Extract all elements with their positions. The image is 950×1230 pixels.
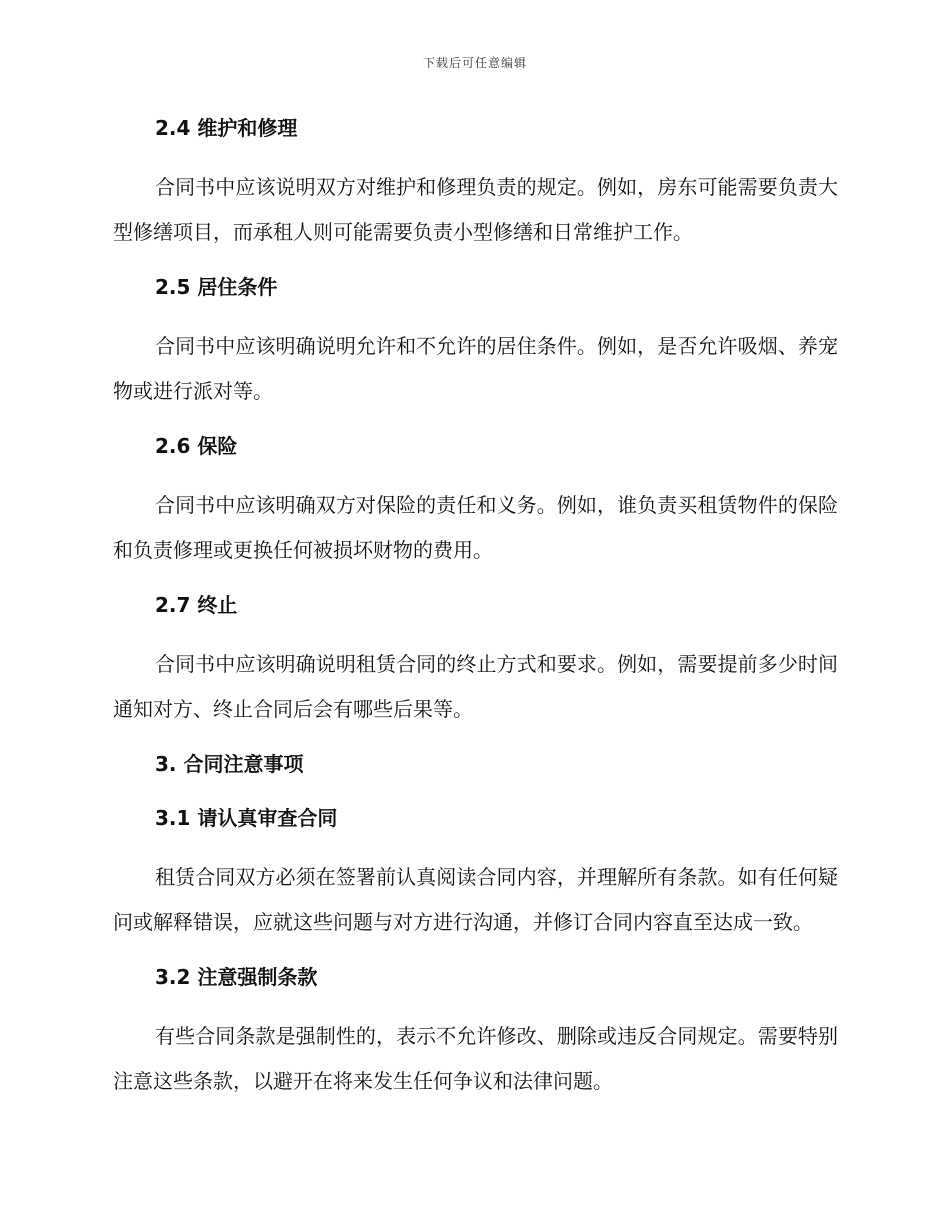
heading-3-2: 3.2 注意强制条款 <box>155 965 318 989</box>
paragraph-2-6: 合同书中应该明确双方对保险的责任和义务。例如，谁负责买租赁物件的保险和负责修理或更换任何被损坏财物的费用。 <box>113 493 838 562</box>
paragraph-3-1: 租赁合同双方必须在签署前认真阅读合同内容，并理解所有条款。如有任何疑问或解释错误，应就这些问题与对方进行沟通，并修订合同内容直至达成一致。 <box>113 865 838 934</box>
heading-2-4: 2.4 维护和修理 <box>155 116 298 140</box>
paragraph-2-4: 合同书中应该说明双方对维护和修理负责的规定。例如，房东可能需要负责大型修缮项目，而承租人则可能需要负责小型修缮和日常维护工作。 <box>113 175 838 244</box>
paragraph-2-7: 合同书中应该明确说明租赁合同的终止方式和要求。例如，需要提前多少时间通知对方、终止合同后会有哪些后果等。 <box>113 652 838 721</box>
heading-3-1: 3.1 请认真审查合同 <box>155 806 338 830</box>
heading-2-5: 2.5 居住条件 <box>155 275 278 299</box>
document-body <box>113 112 838 1104</box>
heading-2-7: 2.7 终止 <box>155 593 238 617</box>
header-note: 下载后可任意编辑 <box>422 56 527 70</box>
paragraph-3-2: 有些合同条款是强制性的，表示不允许修改、删除或违反合同规定。需要特别注意这些条款，以避开在将来发生任何争议和法律问题。 <box>113 1024 838 1093</box>
paragraph-2-5: 合同书中应该明确说明允许和不允许的居住条件。例如，是否允许吸烟、养宠物或进行派对等。 <box>113 334 838 403</box>
heading-3: 3. 合同注意事项 <box>155 752 304 776</box>
heading-2-6: 2.6 保险 <box>155 434 238 458</box>
